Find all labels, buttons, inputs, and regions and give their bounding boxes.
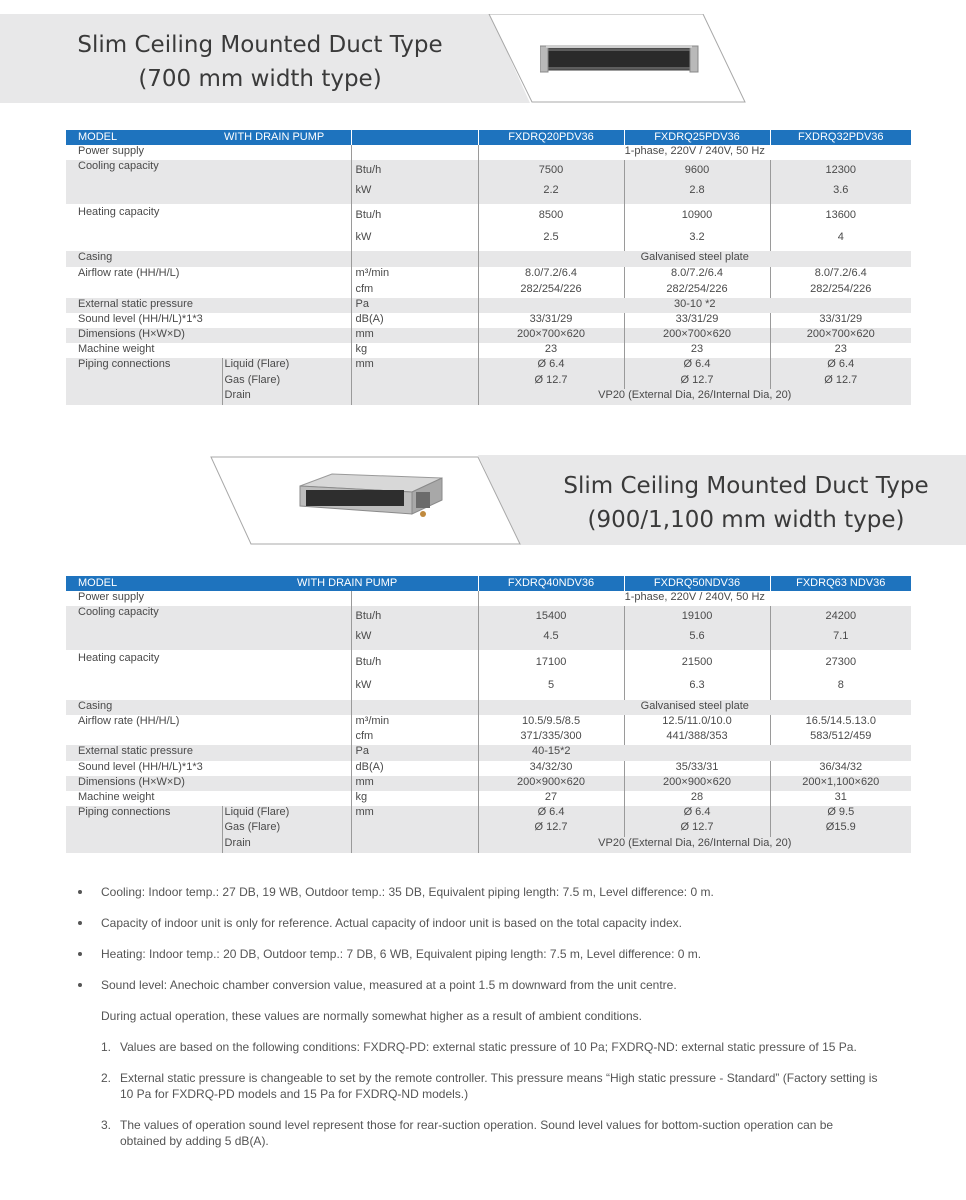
row-label: Sound level (HH/H/L)*1*3 bbox=[66, 313, 351, 328]
unit: Pa bbox=[351, 745, 478, 761]
row-label: Casing bbox=[66, 700, 351, 715]
cell-value: 282/254/226 bbox=[770, 283, 911, 298]
unit: mm bbox=[351, 328, 478, 343]
cell-value: Ø15.9 bbox=[770, 821, 911, 837]
unit: kW bbox=[351, 228, 478, 251]
row-label: Airflow rate (HH/H/L) bbox=[66, 267, 351, 298]
numbered-note: 2. External static pressure is changeable to set by the remote controller. This pressure means “High static pressure - Standard” (Factory setting is 10 Pa for FXDRQ-PD models and 15 Pa for FXDRQ-ND models.) bbox=[101, 1071, 878, 1101]
cell-value: 8.0/7.2/6.4 bbox=[624, 267, 770, 283]
row-label: Cooling capacity bbox=[66, 160, 351, 204]
unit: cfm bbox=[351, 283, 478, 298]
cell-value: 200×700×620 bbox=[624, 328, 770, 343]
unit: dB(A) bbox=[351, 761, 478, 776]
section1-title bbox=[60, 28, 460, 96]
unit: m³/min bbox=[351, 715, 478, 730]
row-value: 30-10 *2 bbox=[478, 298, 911, 313]
cell-value: 27300 bbox=[770, 650, 911, 676]
unit: dB(A) bbox=[351, 313, 478, 328]
unit: cfm bbox=[351, 730, 478, 745]
cell-value: Ø 12.7 bbox=[478, 374, 624, 389]
cell-value: Ø 12.7 bbox=[624, 821, 770, 837]
row-weight bbox=[66, 791, 911, 806]
cell-value: 10.5/9.5/8.5 bbox=[478, 715, 624, 730]
cell-value: Ø 12.7 bbox=[478, 821, 624, 837]
row-label: Casing bbox=[66, 251, 351, 267]
row-label: Heating capacity bbox=[66, 204, 351, 251]
note-bullet: Heating: Indoor temp.: 20 DB, Outdoor temp.: 7 DB, 6 WB, Equivalent piping length: 7.5 m, Level difference: 0 m. bbox=[78, 946, 878, 962]
cell-value: 2.5 bbox=[478, 228, 624, 251]
row-piping-liquid bbox=[66, 806, 911, 821]
cell-value: 282/254/226 bbox=[624, 283, 770, 298]
note-continuation: During actual operation, these values are normally somewhat higher as a result of ambient conditions. bbox=[101, 1009, 642, 1023]
cell-value: 23 bbox=[770, 343, 911, 358]
cell-value: Ø 12.7 bbox=[770, 374, 911, 389]
cell-value: 6.3 bbox=[624, 676, 770, 700]
row-label: External static pressure bbox=[66, 298, 351, 313]
numbered-note: 3. The values of operation sound level represent those for rear-suction operation. Sound level values for bottom-suction operation can be obtained by adding 5 dB(A). bbox=[101, 1118, 834, 1148]
row-value: 1-phase, 220V / 240V, 50 Hz bbox=[478, 145, 911, 160]
row-airflow-m3 bbox=[66, 715, 911, 730]
cell-value: 583/512/459 bbox=[770, 730, 911, 745]
cell-value: 12.5/11.0/10.0 bbox=[624, 715, 770, 730]
sub-label: Drain bbox=[222, 389, 351, 405]
cell-value: 21500 bbox=[624, 650, 770, 676]
unit: m³/min bbox=[351, 267, 478, 283]
cell-value: Ø 6.4 bbox=[478, 358, 624, 374]
row-sound bbox=[66, 761, 911, 776]
section1-title-line1: Slim Ceiling Mounted Duct Type bbox=[77, 32, 443, 58]
row-heating-btu bbox=[66, 204, 911, 228]
section2-title bbox=[546, 469, 946, 537]
model-name: FXDRQ40NDV36 bbox=[478, 576, 624, 591]
model-header: MODEL bbox=[66, 130, 222, 145]
cell-value: 200×900×620 bbox=[478, 776, 624, 791]
spec-table-900 bbox=[66, 576, 911, 853]
notes bbox=[78, 884, 878, 1164]
row-value: Galvanised steel plate bbox=[478, 251, 911, 267]
table-header-row bbox=[66, 576, 911, 591]
cell-value: 7500 bbox=[478, 160, 624, 181]
unit: Pa bbox=[351, 298, 478, 313]
cell-value: 36/34/32 bbox=[770, 761, 911, 776]
row-label: Piping connections bbox=[66, 806, 222, 853]
section1-title-line2: (700 mm width type) bbox=[138, 66, 382, 92]
row-value: 40-15*2 bbox=[478, 745, 624, 761]
unit: mm bbox=[351, 358, 478, 405]
note-bullet: Sound level: Anechoic chamber conversion value, measured at a point 1.5 m downward from the unit centre. bbox=[78, 977, 878, 993]
unit: Btu/h bbox=[351, 606, 478, 627]
drain-pump-header: WITH DRAIN PUMP bbox=[222, 576, 478, 591]
numbered-note: 1. Values are based on the following conditions: FXDRQ-PD: external static pressure of 10 Pa; FXDRQ-ND: external static pressure of 15 Pa. bbox=[101, 1040, 857, 1054]
cell-value: 3.2 bbox=[624, 228, 770, 251]
cell-value: 15400 bbox=[478, 606, 624, 627]
spec-table-700 bbox=[66, 130, 911, 405]
row-power-supply bbox=[66, 591, 911, 606]
row-casing bbox=[66, 251, 911, 267]
note-bullet: Cooling: Indoor temp.: 27 DB, 19 WB, Outdoor temp.: 35 DB, Equivalent piping length: 7.5 m, Level difference: 0 m. bbox=[78, 884, 878, 900]
cell-value: 10900 bbox=[624, 204, 770, 228]
cell-value: 12300 bbox=[770, 160, 911, 181]
sub-label: Gas (Flare) bbox=[222, 374, 351, 389]
model-name: FXDRQ50NDV36 bbox=[624, 576, 770, 591]
cell-value: 28 bbox=[624, 791, 770, 806]
bullet-dot-icon bbox=[78, 983, 82, 987]
note-bullet: Capacity of indoor unit is only for reference. Actual capacity of indoor unit is based on the total capacity index. bbox=[78, 915, 878, 931]
row-label: Power supply bbox=[66, 145, 351, 160]
cell-value: Ø 12.7 bbox=[624, 374, 770, 389]
sub-label: Gas (Flare) bbox=[222, 821, 351, 837]
drain-pump-header: WITH DRAIN PUMP bbox=[222, 130, 351, 145]
model-name: FXDRQ20PDV36 bbox=[478, 130, 624, 145]
sub-label: Liquid (Flare) bbox=[222, 806, 351, 821]
cell-value: 8500 bbox=[478, 204, 624, 228]
cell-value: 33/31/29 bbox=[624, 313, 770, 328]
unit: kg bbox=[351, 791, 478, 806]
row-weight bbox=[66, 343, 911, 358]
row-label: External static pressure bbox=[66, 745, 351, 761]
row-value: VP20 (External Dia, 26/Internal Dia, 20) bbox=[478, 389, 911, 405]
section2-title-line2: (900/1,100 mm width type) bbox=[587, 507, 905, 533]
sub-label: Drain bbox=[222, 837, 351, 853]
row-airflow-m3 bbox=[66, 267, 911, 283]
cell-value: 35/33/31 bbox=[624, 761, 770, 776]
row-esp bbox=[66, 298, 911, 313]
row-label: Cooling capacity bbox=[66, 606, 351, 650]
unit: Btu/h bbox=[351, 160, 478, 181]
cell-value: Ø 6.4 bbox=[478, 806, 624, 821]
cell-value: 34/32/30 bbox=[478, 761, 624, 776]
unit: kg bbox=[351, 343, 478, 358]
cell-value: 3.6 bbox=[770, 181, 911, 204]
row-label: Sound level (HH/H/L)*1*3 bbox=[66, 761, 351, 776]
row-label: Dimensions (H×W×D) bbox=[66, 328, 351, 343]
row-label: Heating capacity bbox=[66, 650, 351, 700]
row-value: Galvanised steel plate bbox=[478, 700, 911, 715]
row-sound bbox=[66, 313, 911, 328]
row-cooling-btu bbox=[66, 160, 911, 181]
row-value: 1-phase, 220V / 240V, 50 Hz bbox=[478, 591, 911, 606]
cell-value: Ø 6.4 bbox=[624, 358, 770, 374]
cell-value: 5 bbox=[478, 676, 624, 700]
unit: Btu/h bbox=[351, 650, 478, 676]
row-value: VP20 (External Dia, 26/Internal Dia, 20) bbox=[478, 837, 911, 853]
cell-value: 441/388/353 bbox=[624, 730, 770, 745]
row-label: Power supply bbox=[66, 591, 351, 606]
bullet-dot-icon bbox=[78, 921, 82, 925]
bullet-dot-icon bbox=[78, 890, 82, 894]
row-casing bbox=[66, 700, 911, 715]
duct-unit-900-image bbox=[296, 470, 446, 526]
cell-value: 8.0/7.2/6.4 bbox=[770, 267, 911, 283]
cell-value: 19100 bbox=[624, 606, 770, 627]
row-dimensions bbox=[66, 328, 911, 343]
row-label: Machine weight bbox=[66, 791, 351, 806]
model-header: MODEL bbox=[66, 576, 222, 591]
model-name: FXDRQ63 NDV36 bbox=[770, 576, 911, 591]
cell-value: 23 bbox=[478, 343, 624, 358]
cell-value: 16.5/14.5.13.0 bbox=[770, 715, 911, 730]
cell-value: 282/254/226 bbox=[478, 283, 624, 298]
row-heating-btu bbox=[66, 650, 911, 676]
cell-value: Ø 6.4 bbox=[624, 806, 770, 821]
cell-value: Ø 9.5 bbox=[770, 806, 911, 821]
cell-value: 17100 bbox=[478, 650, 624, 676]
model-name: FXDRQ32PDV36 bbox=[770, 130, 911, 145]
cell-value: 200×700×620 bbox=[770, 328, 911, 343]
section2-title-line1: Slim Ceiling Mounted Duct Type bbox=[563, 473, 929, 499]
cell-value: 13600 bbox=[770, 204, 911, 228]
row-label: Dimensions (H×W×D) bbox=[66, 776, 351, 791]
cell-value: Ø 6.4 bbox=[770, 358, 911, 374]
table-header-row bbox=[66, 130, 911, 145]
unit: kW bbox=[351, 627, 478, 650]
row-label: Airflow rate (HH/H/L) bbox=[66, 715, 351, 745]
sub-label: Liquid (Flare) bbox=[222, 358, 351, 374]
cell-value: 5.6 bbox=[624, 627, 770, 650]
cell-value: 33/31/29 bbox=[770, 313, 911, 328]
cell-value: 2.2 bbox=[478, 181, 624, 204]
cell-value: 24200 bbox=[770, 606, 911, 627]
cell-value: 8 bbox=[770, 676, 911, 700]
row-esp bbox=[66, 745, 911, 761]
cell-value: 33/31/29 bbox=[478, 313, 624, 328]
unit: mm bbox=[351, 776, 478, 791]
cell-value: 8.0/7.2/6.4 bbox=[478, 267, 624, 283]
cell-value: 31 bbox=[770, 791, 911, 806]
unit: Btu/h bbox=[351, 204, 478, 228]
cell-value: 4 bbox=[770, 228, 911, 251]
unit: mm bbox=[351, 806, 478, 853]
row-piping-liquid bbox=[66, 358, 911, 374]
cell-value: 27 bbox=[478, 791, 624, 806]
row-label: Machine weight bbox=[66, 343, 351, 358]
cell-value: 200×1,100×620 bbox=[770, 776, 911, 791]
unit: kW bbox=[351, 676, 478, 700]
duct-unit-700-image bbox=[540, 40, 700, 80]
cell-value: 4.5 bbox=[478, 627, 624, 650]
cell-value: 200×700×620 bbox=[478, 328, 624, 343]
model-name: FXDRQ25PDV36 bbox=[624, 130, 770, 145]
cell-value: 2.8 bbox=[624, 181, 770, 204]
row-dimensions bbox=[66, 776, 911, 791]
row-power-supply bbox=[66, 145, 911, 160]
bullet-dot-icon bbox=[78, 952, 82, 956]
row-cooling-btu bbox=[66, 606, 911, 627]
unit: kW bbox=[351, 181, 478, 204]
cell-value: 23 bbox=[624, 343, 770, 358]
cell-value: 9600 bbox=[624, 160, 770, 181]
row-label: Piping connections bbox=[66, 358, 222, 405]
cell-value: 7.1 bbox=[770, 627, 911, 650]
cell-value: 200×900×620 bbox=[624, 776, 770, 791]
cell-value: 371/335/300 bbox=[478, 730, 624, 745]
